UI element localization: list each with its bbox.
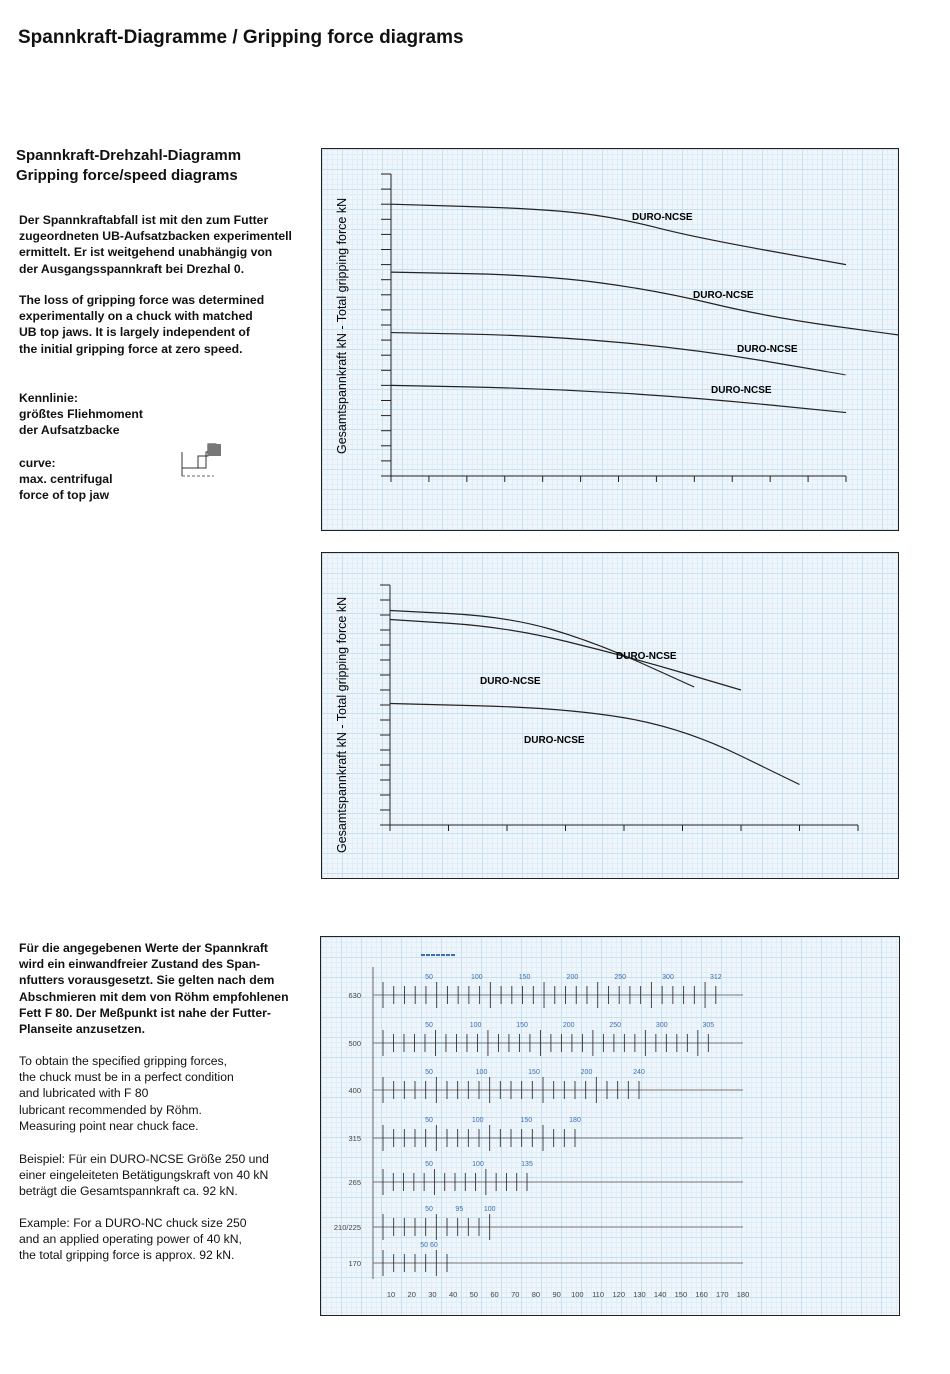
top-jaw-icon: [180, 440, 225, 480]
x-tick-label: 20: [407, 1290, 416, 1299]
curve-label: DURO-NCSE: [480, 676, 541, 687]
size-label: 500: [348, 1039, 361, 1048]
note-en: To obtain the specified gripping forces, the chuck must be in a perfect condition and lubricated with F 80 lubricant recommended by Röhm. Measuring point near chuck face.: [19, 1054, 234, 1133]
curve-label: DURO-NCSE: [711, 385, 772, 396]
size-label: 210/225: [333, 1223, 361, 1232]
size-label: 315: [348, 1134, 361, 1143]
scale-label: 250: [609, 1022, 622, 1029]
series-line: [390, 620, 741, 691]
x-tick-label: 140: [653, 1290, 667, 1299]
scale-label: 50: [425, 1117, 433, 1124]
section-title: Spannkraft-Drehzahl-Diagramm Gripping force/speed diagrams: [16, 147, 242, 184]
curve-note-en: curve: max. centrifugal force of top jaw: [19, 456, 113, 503]
x-tick-label: 110: [592, 1290, 605, 1299]
chart-2-canvas: [322, 553, 898, 878]
scale-label: 300: [655, 1022, 668, 1029]
scale-label: 180: [569, 1117, 581, 1124]
scale-label: 135: [521, 1161, 533, 1168]
scale-label: 50: [425, 1069, 433, 1076]
curve-label: DURO-NCSE: [737, 344, 798, 355]
example-de: Beispiel: Für ein DURO-NCSE Größe 250 und einer eingeleiteten Betätigungskraft von 40 kN beträgt die Gesamtspannkraft ca. 92 kN.: [19, 1152, 269, 1199]
series-line: [391, 204, 846, 264]
intro-de: Der Spannkraftabfall ist mit den zum Futter zugeordneten UB-Aufsatzbacken experimentell ermittelt. Er ist weitgehend unabhängig von der Ausgangsspannkraft bei Drezhal 0.: [19, 213, 292, 276]
x-tick-label: 170: [716, 1290, 729, 1299]
x-tick-label: 150: [674, 1290, 688, 1299]
scale-label: 250: [614, 974, 627, 981]
scale-label: 150: [528, 1069, 540, 1076]
x-tick-label: 10: [386, 1290, 396, 1299]
nomogram-canvas: [321, 937, 899, 1315]
x-tick-label: 70: [511, 1290, 520, 1299]
x-tick-label: 90: [552, 1290, 561, 1299]
x-tick-label: 30: [428, 1290, 437, 1299]
scale-label: 150: [518, 974, 531, 981]
y-axis-label: Gesamtspannkraft kN - Total gripping force kN: [335, 596, 349, 853]
scale-label: 100: [470, 974, 483, 981]
scale-label: 95: [455, 1206, 464, 1213]
x-tick-label: 120: [612, 1290, 626, 1299]
scale-label: 200: [562, 1022, 575, 1029]
curve-label: DURO-NCSE: [632, 212, 693, 223]
example-en: Example: For a DURO-NC chuck size 250 and an applied operating power of 40 kN, the total gripping force is approx. 92 kN.: [19, 1216, 247, 1263]
scale-label: 200: [566, 974, 579, 981]
scale-label: 50 60: [420, 1242, 438, 1249]
scale-label: 150: [516, 1022, 528, 1029]
x-tick-label: 180: [736, 1290, 750, 1299]
x-tick-label: 100: [571, 1290, 584, 1299]
page-title: Spannkraft-Diagramme / Gripping force diagrams: [18, 27, 464, 48]
note-de: Für die angegebenen Werte der Spannkraft wird ein einwandfreier Zustand des Span- nfutters vorausgesetzt. Sie gelten nach dem Abschmieren mit dem von Röhm empfohlenen Fett F 80. Der Meßpunkt ist nahe der Futter- Planseite anzusetzen.: [19, 941, 289, 1037]
force-speed-chart-1: [321, 148, 899, 531]
size-label: 630: [348, 991, 361, 1000]
x-tick-label: 60: [490, 1290, 499, 1299]
x-tick-label: 40: [448, 1290, 458, 1299]
scale-label: 50: [425, 974, 433, 981]
y-axis-label: Gesamtspannkraft kN - Total gripping force kN: [335, 197, 349, 454]
series-line: [391, 272, 898, 335]
x-tick-label: 50: [469, 1290, 478, 1299]
series-line: [391, 385, 846, 412]
scale-label: 100: [469, 1022, 482, 1029]
scale-label: 50: [425, 1022, 433, 1029]
scale-label: 100: [471, 1117, 484, 1124]
size-label: 400: [348, 1086, 361, 1095]
scale-label: 150: [520, 1117, 533, 1124]
curve-note-de: Kennlinie: größtes Fliehmoment der Aufsatzbacke: [19, 391, 143, 438]
chart-1-canvas: [322, 149, 898, 530]
size-label: 265: [348, 1178, 361, 1187]
x-tick-label: 130: [633, 1290, 646, 1299]
scale-label: 100: [475, 1069, 488, 1076]
scale-label: 100: [472, 1161, 484, 1168]
x-tick-label: 80: [531, 1290, 541, 1299]
scale-label: 50: [425, 1161, 433, 1168]
scale-label: 100: [483, 1206, 496, 1213]
x-tick-label: 160: [695, 1290, 708, 1299]
force-speed-chart-2: [321, 552, 899, 879]
scale-label: 50: [425, 1206, 433, 1213]
curve-label: DURO-NCSE: [524, 735, 585, 746]
series-line: [390, 704, 800, 785]
gripping-force-nomogram: [320, 936, 900, 1316]
curve-label: DURO-NCSE: [693, 290, 754, 301]
scale-label: 240: [633, 1069, 645, 1076]
scale-label: 305: [702, 1022, 715, 1029]
size-label: 170: [348, 1259, 361, 1268]
scale-label: 200: [580, 1069, 593, 1076]
scale-label: 300: [662, 974, 674, 981]
curve-label: DURO-NCSE: [616, 651, 677, 662]
intro-en: The loss of gripping force was determined experimentally on a chuck with matched UB top jaws. It is largely independent of the initial gripping force at zero speed.: [19, 293, 265, 356]
scale-label: 312: [709, 974, 722, 981]
